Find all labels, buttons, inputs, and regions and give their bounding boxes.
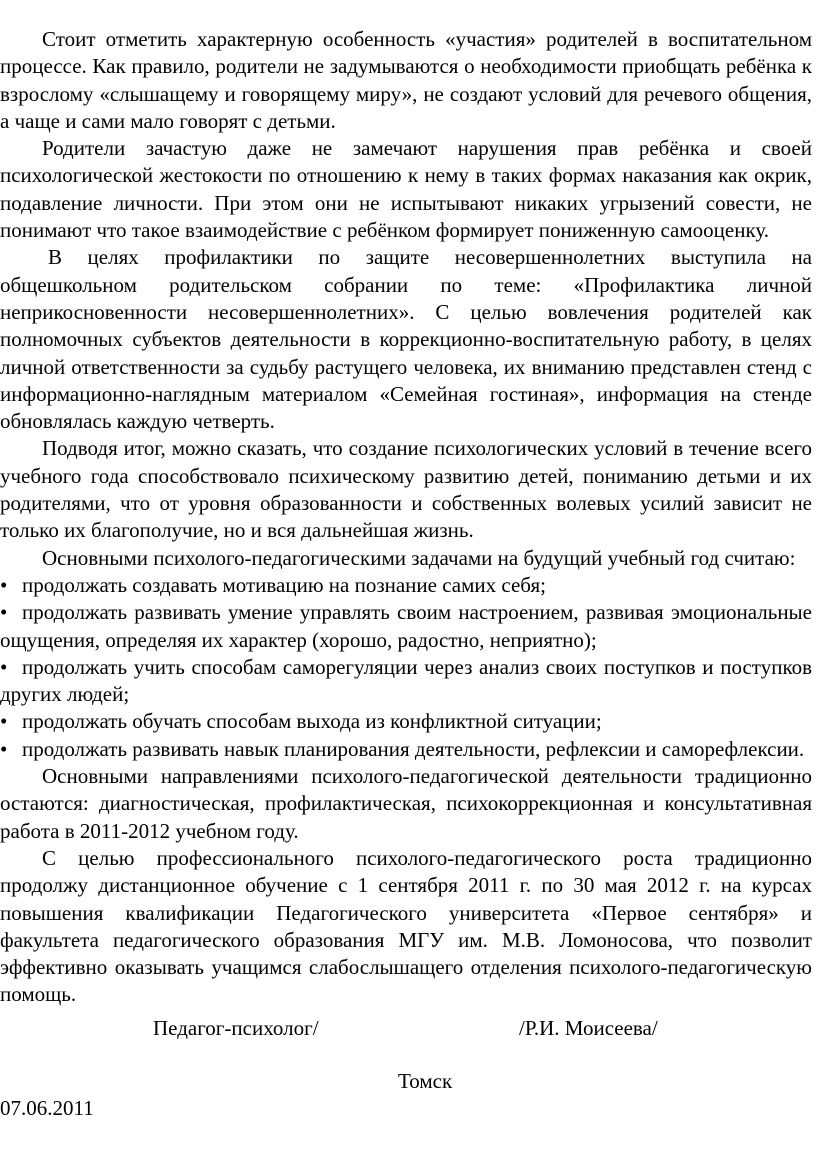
paragraph-professional-growth: С целью профессионального психолого-педагогического роста традиционно продолжу дистанционное обучение с 1 сентября 2011 г. по 30 мая 2012 г. на курсах повышения квалификации Педагогического университета «Первое сентября» и факультета педагогического образования МГУ им. М.В. Ломоносова, что позволит эффективно оказывать учащимся слабослышащего отделения психолого-педагогическую помощь. — [0, 845, 812, 1007]
bullet-icon: • — [0, 572, 8, 597]
paragraph-directions: Основными направлениями психолого-педагогической деятельности традиционно остаются: диагностическая, профилактическая, психокоррекционная и консультативная работа в 2011-2012 учебном году. — [0, 764, 812, 843]
signature-line — [0, 1013, 812, 1047]
bullet-icon: • — [0, 600, 8, 625]
bullet-icon: • — [0, 736, 8, 761]
bullet-icon: • — [0, 709, 8, 734]
paragraph-prevention: В целях профилактики по защите несовершеннолетних выступила на общешкольном родительском собрании по теме: «Профилактика личной неприкосновенности несовершеннолетних». С целью вовлечения родителей как полномочных субъектов деятельности в коррекционно-воспитательную работу, в целях личной ответственности за судьбу растущего человека, их вниманию представлен стенд с информационно-наглядным материалом «Семейная гостиная», информация на стенде обновлялась каждую четверть. — [0, 245, 812, 434]
list-item — [0, 599, 812, 654]
list-item-text: продолжать развивать навык планирования деятельности, рефлексии и саморефлексии. — [22, 736, 805, 761]
paragraph-summary: Подводя итог, можно сказать, что создание психологических условий в течение всего учебного года способствовало психическому развитию детей, пониманию детьми и их родителями, что от уровня образованности и собственных волевых усилий зависит не только их благополучие, но и вся дальнейшая жизнь. — [0, 436, 812, 543]
list-item-text: продолжать создавать мотивацию на познание самих себя; — [22, 572, 546, 597]
tasks-list — [0, 572, 812, 763]
bullet-icon: • — [0, 654, 8, 679]
signature-name: /Р.И. Моисеева/ — [519, 1015, 658, 1040]
list-item — [0, 654, 812, 709]
signature-role: Педагог-психолог/ — [153, 1015, 319, 1040]
document-date: 07.06.2011 — [0, 1096, 94, 1120]
city-label: Томск — [398, 1069, 453, 1093]
paragraph-tasks-intro: Основными психолого-педагогическими задачами на будущий учебный год считаю: — [42, 545, 796, 570]
list-item — [0, 572, 812, 599]
list-item — [0, 736, 812, 763]
list-item-text: продолжать обучать способам выхода из конфликтной ситуации; — [22, 709, 602, 734]
paragraph-parents-participation: Стоит отметить характерную особенность «участия» родителей в воспитательном процессе. Как правило, родители не задумываются о необходимости приобщать ребёнка к взрослому «слышащему и говорящему миру», не создают условий для речевого общения, а чаще и сами мало говорят с детьми. — [0, 27, 812, 133]
list-item-text: продолжать развивать умение управлять своим настроением, развивая эмоциональные ощущения, определяя их характер (хорошо, радостно, неприятно); — [0, 600, 812, 652]
document-page — [0, 26, 812, 1047]
list-item — [0, 708, 812, 735]
list-item-text: продолжать учить способам саморегуляции через анализ своих поступков и поступков других людей; — [0, 654, 812, 707]
paragraph-rights-violations: Родители зачастую даже не замечают нарушения прав ребёнка и своей психологической жестокости по отношению к нему в таких формах наказания как окрик, подавление личности. При этом они не испытывают никаких угрызений совести, не понимают что такое взаимодействие с ребёнком формирует пониженную самооценку. — [0, 136, 812, 243]
